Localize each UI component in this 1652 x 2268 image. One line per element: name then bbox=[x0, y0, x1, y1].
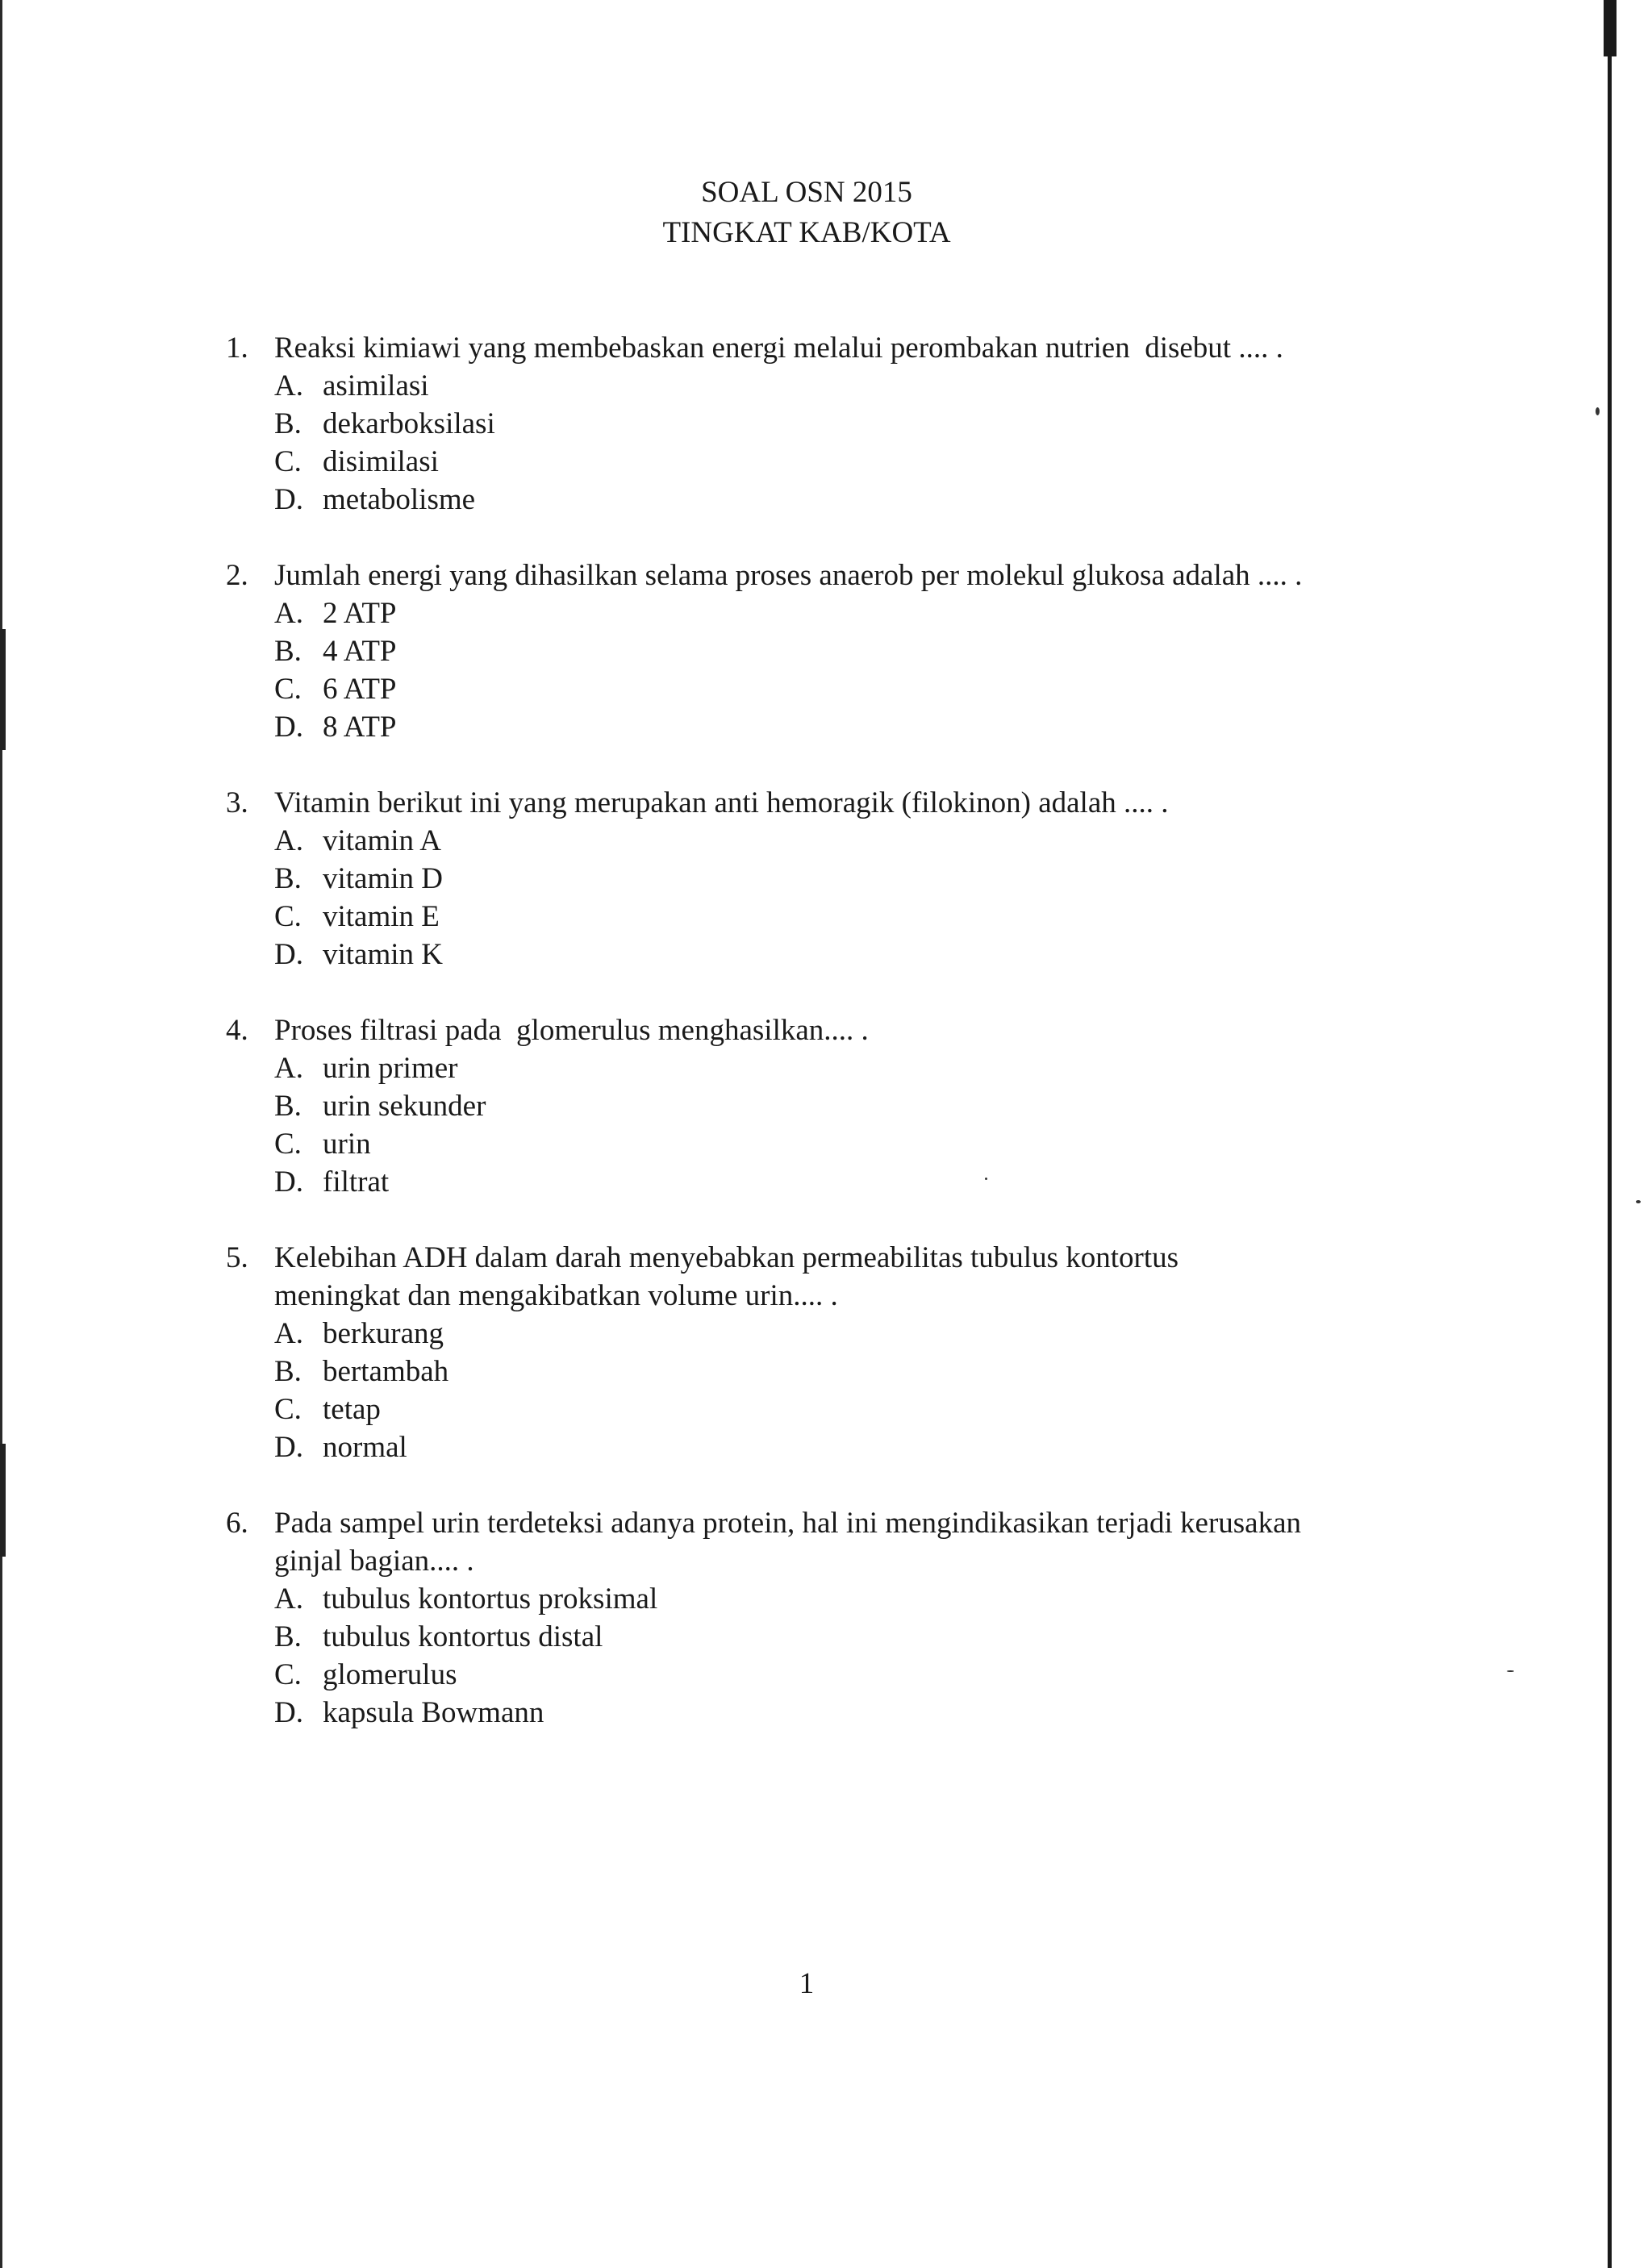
scan-edge-right bbox=[1608, 0, 1612, 2268]
question-text: Pada sampel urin terdeteksi adanya protein, hal ini mengindikasikan terjadi kerusakan ginjal bagian.... . bbox=[274, 1507, 1302, 1578]
option-letter: A. bbox=[274, 1582, 303, 1616]
option-letter: D. bbox=[274, 711, 303, 744]
option-letter: C. bbox=[274, 673, 302, 706]
question-text: Vitamin berikut ini yang merupakan anti hemoragik (filokinon) adalah .... . bbox=[274, 786, 1169, 819]
option-text: kapsula Bowmann bbox=[323, 1696, 544, 1729]
page-number: 1 bbox=[799, 1967, 815, 2000]
option-b bbox=[274, 1618, 1420, 1656]
scan-speck bbox=[1596, 407, 1600, 415]
option-d bbox=[274, 1428, 1420, 1466]
scan-mark-left bbox=[0, 629, 6, 750]
option-d bbox=[274, 708, 1420, 746]
option-text: disimilasi bbox=[323, 445, 439, 478]
question-4 bbox=[226, 1011, 1420, 1201]
option-c bbox=[274, 1390, 1420, 1428]
option-a bbox=[274, 367, 1420, 405]
scan-mark-right bbox=[1604, 0, 1617, 56]
question-number: 1. bbox=[226, 331, 248, 365]
option-letter: B. bbox=[274, 1090, 302, 1123]
option-letter: A. bbox=[274, 597, 303, 630]
scan-speck bbox=[1507, 1670, 1514, 1672]
question-number: 3. bbox=[226, 786, 248, 819]
option-letter: B. bbox=[274, 1355, 302, 1388]
question-6 bbox=[226, 1504, 1420, 1732]
option-c bbox=[274, 1125, 1420, 1163]
option-a bbox=[274, 1580, 1420, 1618]
option-c bbox=[274, 670, 1420, 708]
question-number: 2. bbox=[226, 559, 248, 592]
question-5 bbox=[226, 1239, 1420, 1466]
option-text: urin bbox=[323, 1128, 371, 1161]
option-text: asimilasi bbox=[323, 369, 429, 402]
question-text: Jumlah energi yang dihasilkan selama proses anaerob per molekul glukosa adalah .... . bbox=[274, 559, 1303, 592]
scan-edge-left bbox=[0, 0, 2, 2268]
document-subtitle: TINGKAT KAB/KOTA bbox=[662, 216, 951, 249]
option-b bbox=[274, 405, 1420, 443]
scan-speck bbox=[1636, 1200, 1641, 1203]
option-text: metabolisme bbox=[323, 483, 476, 516]
question-number: 6. bbox=[226, 1507, 248, 1540]
option-a bbox=[274, 1315, 1420, 1353]
option-text: 8 ATP bbox=[323, 711, 397, 744]
option-c bbox=[274, 898, 1420, 936]
option-a bbox=[274, 1049, 1420, 1087]
option-letter: C. bbox=[274, 1393, 302, 1426]
option-d bbox=[274, 1694, 1420, 1732]
option-b bbox=[274, 1087, 1420, 1125]
option-b bbox=[274, 860, 1420, 898]
document-title: SOAL OSN 2015 bbox=[701, 176, 912, 209]
option-text: vitamin D bbox=[323, 862, 444, 895]
option-list bbox=[274, 822, 1420, 973]
option-letter: D. bbox=[274, 938, 303, 971]
option-c bbox=[274, 1656, 1420, 1694]
option-text: urin sekunder bbox=[323, 1090, 486, 1123]
option-letter: C. bbox=[274, 445, 302, 478]
option-letter: D. bbox=[274, 1431, 303, 1464]
option-letter: B. bbox=[274, 635, 302, 668]
option-text: dekarboksilasi bbox=[323, 407, 495, 440]
option-letter: C. bbox=[274, 1128, 302, 1161]
option-letter: B. bbox=[274, 862, 302, 895]
option-d bbox=[274, 1163, 1420, 1201]
question-text: Reaksi kimiawi yang membebaskan energi melalui perombakan nutrien disebut .... . bbox=[274, 331, 1283, 365]
option-a bbox=[274, 822, 1420, 860]
option-letter: C. bbox=[274, 1658, 302, 1691]
option-text: 4 ATP bbox=[323, 635, 397, 668]
option-list bbox=[274, 1315, 1420, 1466]
option-c bbox=[274, 443, 1420, 481]
option-text: 6 ATP bbox=[323, 673, 397, 706]
option-letter: A. bbox=[274, 369, 303, 402]
option-letter: A. bbox=[274, 1317, 303, 1350]
option-text: normal bbox=[323, 1431, 407, 1464]
option-text: vitamin K bbox=[323, 938, 444, 971]
option-text: urin primer bbox=[323, 1052, 458, 1085]
question-text: Kelebihan ADH dalam darah menyebabkan permeabilitas tubulus kontortus meningkat dan mengakibatkan volume urin.... . bbox=[274, 1241, 1179, 1312]
option-letter: B. bbox=[274, 1620, 302, 1653]
option-letter: D. bbox=[274, 483, 303, 516]
option-list bbox=[274, 1049, 1420, 1201]
option-text: berkurang bbox=[323, 1317, 444, 1350]
option-text: glomerulus bbox=[323, 1658, 457, 1691]
option-d bbox=[274, 936, 1420, 973]
option-text: vitamin A bbox=[323, 824, 441, 857]
option-text: tetap bbox=[323, 1393, 381, 1426]
option-text: tubulus kontortus proksimal bbox=[323, 1582, 658, 1616]
option-letter: D. bbox=[274, 1696, 303, 1729]
question-3 bbox=[226, 784, 1420, 973]
option-letter: B. bbox=[274, 407, 302, 440]
option-list bbox=[274, 367, 1420, 519]
option-a bbox=[274, 594, 1420, 632]
option-letter: A. bbox=[274, 824, 303, 857]
question-number: 5. bbox=[226, 1241, 248, 1274]
option-letter: A. bbox=[274, 1052, 303, 1085]
question-list bbox=[226, 329, 1420, 1770]
question-number: 4. bbox=[226, 1014, 248, 1047]
option-list bbox=[274, 594, 1420, 746]
question-text: Proses filtrasi pada glomerulus menghasilkan.... . bbox=[274, 1014, 869, 1047]
option-letter: C. bbox=[274, 900, 302, 933]
option-b bbox=[274, 632, 1420, 670]
option-text: bertambah bbox=[323, 1355, 449, 1388]
scan-mark-left bbox=[0, 1444, 6, 1557]
option-text: tubulus kontortus distal bbox=[323, 1620, 603, 1653]
option-text: 2 ATP bbox=[323, 597, 397, 630]
option-list bbox=[274, 1580, 1420, 1732]
option-b bbox=[274, 1353, 1420, 1390]
option-text: filtrat bbox=[323, 1165, 390, 1199]
option-text: vitamin E bbox=[323, 900, 440, 933]
option-letter: D. bbox=[274, 1165, 303, 1199]
document-header bbox=[0, 173, 1613, 253]
question-1 bbox=[226, 329, 1420, 519]
question-2 bbox=[226, 557, 1420, 746]
option-d bbox=[274, 481, 1420, 519]
